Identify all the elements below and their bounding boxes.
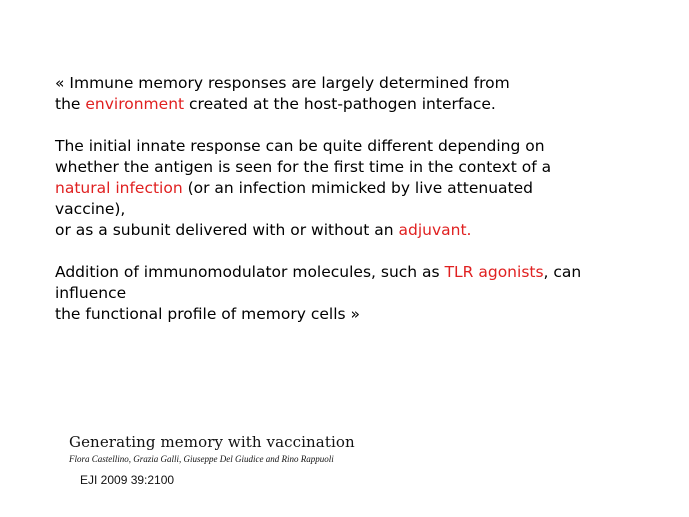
- quote-text: , can: [543, 263, 582, 281]
- quote-line: « Immune memory responses are largely determined from: [55, 74, 510, 92]
- paragraph-gap: [55, 115, 655, 136]
- quote-line: The initial innate response can be quite different depending on: [55, 137, 545, 155]
- quote-text: or as a subunit delivered with or without an: [55, 221, 399, 239]
- highlight-environment: environment: [85, 95, 185, 113]
- quote-line: [55, 262, 655, 283]
- quote-line: influence: [55, 284, 127, 302]
- quote-line: [55, 178, 655, 199]
- quote-line: vaccine),: [55, 200, 126, 218]
- quote-line: the functional profile of memory cells »: [55, 305, 361, 323]
- citation-block: [69, 432, 355, 465]
- citation-authors: Flora Castellino, Grazia Galli, Giuseppe Del Giudice and Rino Rappuoli: [69, 454, 334, 464]
- highlight-tlr-agonists: TLR agonists: [444, 263, 544, 281]
- citation-title: Generating memory with vaccination: [69, 433, 355, 451]
- quote-line: [55, 94, 655, 115]
- quote-line: whether the antigen is seen for the first time in the context of a: [55, 158, 552, 176]
- paragraph-gap: [55, 241, 655, 262]
- quote-line: [55, 220, 655, 241]
- quote-text: (or an infection mimicked by live attenuated: [182, 179, 533, 197]
- journal-reference: EJI 2009 39:2100: [80, 473, 175, 487]
- quote-text: Addition of immunomodulator molecules, such as: [55, 263, 445, 281]
- quote-text: the: [55, 95, 86, 113]
- highlight-adjuvant: adjuvant.: [398, 221, 472, 239]
- quote-text: created at the host-pathogen interface.: [184, 95, 496, 113]
- highlight-natural-infection: natural infection: [55, 179, 183, 197]
- quote-block: [55, 73, 655, 325]
